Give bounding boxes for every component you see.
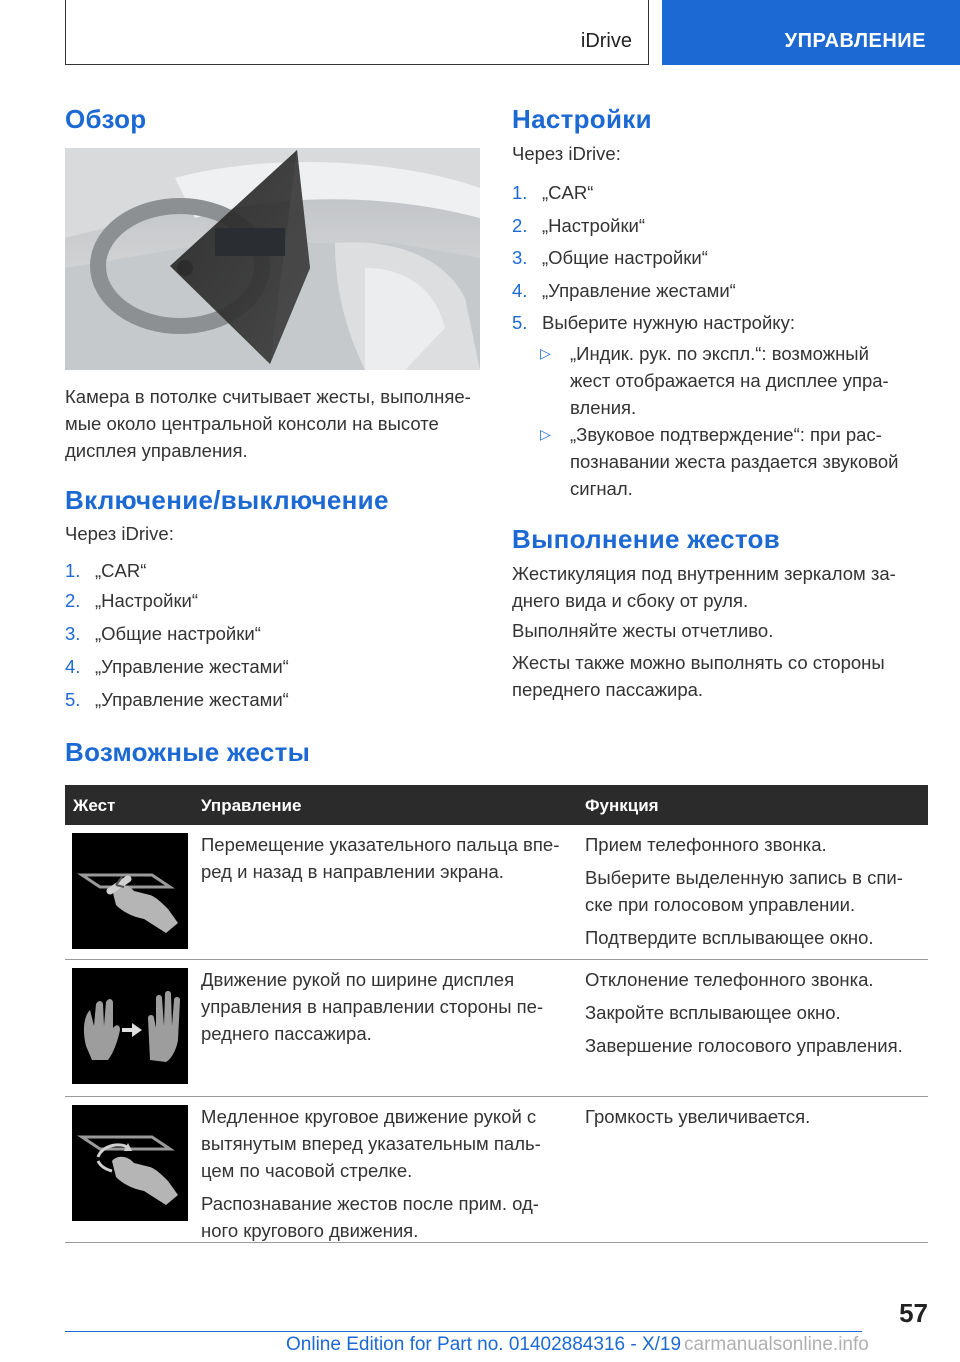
perform-heading: Выполнение жестов	[512, 524, 780, 554]
onoff-heading: Включение/выключение	[65, 485, 389, 515]
perform-paragraph: Выполняйте жесты отчетливо.	[512, 620, 774, 641]
gesture-control-text: Медленное круговое движение рукой с вытянутым вперед указательным паль- цем по часовой стрелке. Распознавание жестов после прим. од- ного кругового движения.	[201, 1106, 541, 1241]
circular-finger-icon	[72, 1105, 188, 1221]
gestures-heading: Возможные жесты	[65, 737, 311, 767]
table-row	[65, 825, 928, 960]
interior-camera-photo	[65, 148, 480, 370]
onoff-intro: Через iDrive:	[65, 523, 174, 544]
footer-divider	[65, 1331, 862, 1332]
overview-caption: Камера в потолке считывает жесты, выполняе- мые около центральной консоли на высоте дисплея управления.	[65, 386, 471, 461]
footer-edition: Online Edition for Part no. 01402884316 - X/19	[286, 1334, 682, 1355]
settings-intro: Через iDrive:	[512, 143, 621, 164]
triangle-bullet-icon: ▷	[540, 345, 551, 361]
header-section-title: iDrive	[580, 30, 632, 52]
header-frame	[65, 0, 649, 65]
finger-poke-icon	[72, 833, 188, 949]
gesture-control-text: Движение рукой по ширине дисплея управления в направлении стороны пе- реднего пассажира.	[201, 969, 544, 1044]
page-number: 57	[899, 1298, 928, 1328]
overview-heading: Обзор	[65, 104, 147, 134]
triangle-bullet-icon: ▷	[540, 426, 551, 442]
settings-heading: Настройки	[512, 104, 652, 134]
car-interior-illustration	[65, 148, 480, 370]
gesture-function-text: Отклонение телефонного звонка. Закройте всплывающее окно. Завершение голосового управления.	[585, 969, 903, 1056]
column-header-gesture: Жест	[73, 796, 116, 815]
gesture-function-text: Громкость увеличивается.	[585, 1106, 811, 1127]
gestures-table-header	[65, 785, 928, 825]
perform-paragraph: Жестикуляция под внутренним зеркалом за- днего вида и сбоку от руля.	[512, 563, 896, 611]
table-row	[65, 1097, 928, 1243]
footer-watermark: carmanualsonline.info	[684, 1334, 869, 1355]
perform-paragraph: Жесты также можно выполнять со стороны переднего пассажира.	[512, 652, 885, 700]
table-row	[65, 960, 928, 1097]
header-chapter-tab	[662, 0, 960, 65]
gesture-control-text: Перемещение указательного пальца впе- ред и назад в направлении экрана.	[201, 834, 560, 882]
hand-swipe-icon	[72, 968, 188, 1084]
gesture-function-text: Прием телефонного звонка. Выберите выделенную запись в спи- ске при голосовом управлении. Подтвердите всплывающее окно.	[585, 834, 903, 948]
column-header-function: Функция	[585, 796, 659, 815]
header-chapter-label: УПРАВЛЕНИЕ	[784, 30, 926, 52]
column-header-control: Управление	[201, 796, 302, 815]
